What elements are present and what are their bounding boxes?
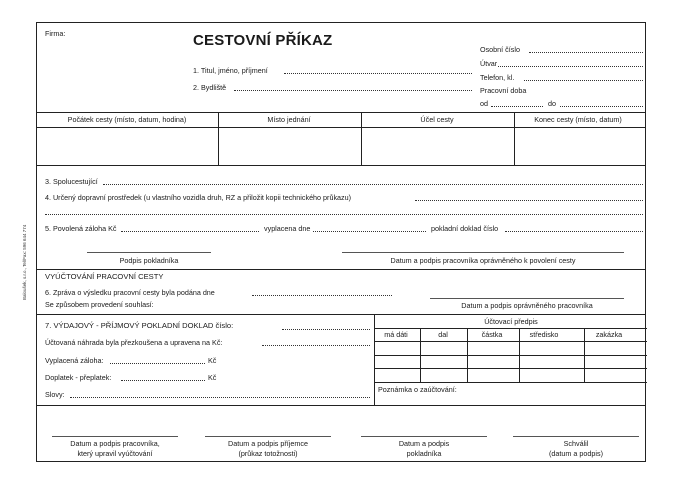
divider: [37, 165, 645, 166]
accounting-title: Účtovací předpis: [484, 317, 538, 326]
cashier-signature-caption: Podpis pokladníka: [119, 256, 179, 265]
work-hours-label: Pracovní doba: [480, 86, 527, 95]
divider: [420, 328, 421, 382]
form-title: CESTOVNÍ PŘÍKAZ: [193, 32, 333, 49]
signature-3-caption-line2: pokladníka: [406, 449, 442, 458]
paid-date-field[interactable]: [313, 231, 426, 232]
paid-date-label: vyplacena dne: [264, 224, 311, 233]
divider: [218, 112, 219, 165]
words-label: Slovy:: [45, 390, 65, 399]
col-amount: částka: [481, 330, 503, 339]
report-date-label: 6. Zpráva o výsledku pracovní cesty byla podána dne: [45, 288, 215, 297]
cash-doc-number-field[interactable]: [282, 329, 370, 330]
divider: [37, 314, 645, 315]
phone-label: Telefon, kl.: [480, 73, 515, 82]
department-field[interactable]: [498, 66, 643, 67]
surcharge-label: Doplatek - přeplatek:: [45, 373, 112, 382]
address-label: 2. Bydliště: [193, 83, 227, 92]
advance-field[interactable]: [121, 231, 259, 232]
settlement-title: VYÚČTOVÁNÍ PRACOVNÍ CESTY: [45, 272, 164, 281]
col-trip-end: Konec cesty (místo, datum): [534, 115, 622, 124]
name-field[interactable]: [284, 73, 472, 74]
surcharge-field[interactable]: [121, 380, 205, 381]
divider: [37, 269, 645, 270]
personal-no-field[interactable]: [529, 52, 643, 53]
checked-label: Účtovaná náhrada byla přezkoušena a upravena na Kč:: [45, 338, 223, 347]
cash-doc-number-label: číslo:: [215, 321, 234, 330]
from-field[interactable]: [491, 106, 543, 107]
divider: [361, 112, 362, 165]
cash-doc-field[interactable]: [505, 231, 643, 232]
to-field[interactable]: [560, 106, 643, 107]
currency-kc-1: Kč: [208, 356, 217, 365]
address-field[interactable]: [234, 90, 472, 91]
col-debit: má dáti: [384, 330, 408, 339]
settlement-signature-caption: Datum a podpis oprávněného pracovníka: [461, 301, 593, 310]
divider: [374, 368, 647, 369]
transport-field[interactable]: [415, 200, 643, 201]
col-trip-start: Počátek cesty (místo, datum, hodina): [67, 115, 187, 124]
divider: [37, 112, 645, 113]
divider: [37, 127, 645, 128]
col-credit: dal: [438, 330, 448, 339]
signature-line: [430, 298, 624, 299]
phone-field[interactable]: [524, 80, 643, 81]
checked-amount-field[interactable]: [262, 345, 370, 346]
divider: [519, 328, 520, 382]
companion-label: 3. Spolucestující: [45, 177, 98, 186]
signature-line: [205, 436, 331, 437]
advance-label: 5. Povolená záloha Kč: [45, 224, 117, 233]
col-meeting-place: Místo jednání: [267, 115, 311, 124]
cash-doc-title-text: 7. VÝDAJOVÝ - PŘÍJMOVÝ POKLADNÍ DOKLAD: [45, 321, 214, 330]
agree-label: Se způsobem provedení souhlasí:: [45, 300, 154, 309]
signature-4-caption-line2: (datum a podpis): [549, 449, 603, 458]
signature-line: [513, 436, 639, 437]
to-label: do: [548, 99, 556, 108]
signature-2-caption-line1: Datum a podpis příjemce: [228, 439, 308, 448]
divider: [467, 328, 468, 382]
signature-line: [361, 436, 487, 437]
transport-field-line2[interactable]: [45, 214, 643, 215]
divider: [374, 341, 647, 342]
words-field[interactable]: [70, 397, 370, 398]
divider: [37, 405, 645, 406]
signature-1-caption-line2: který upravil vyúčtování: [77, 449, 153, 458]
signature-3-caption-line1: Datum a podpis: [398, 439, 450, 448]
divider: [374, 328, 647, 329]
firma-label: Firma:: [45, 29, 66, 38]
accounting-note-label: Poznámka o zaúčtování:: [378, 385, 457, 394]
signature-1-caption-line1: Datum a podpis pracovníka,: [70, 439, 160, 448]
signature-2-caption-line2: (průkaz totožnosti): [238, 449, 298, 458]
publisher-side-text: Baloušek, s.r.o., Tel/Fax: 596 644 774: [22, 224, 27, 300]
signature-line: [342, 252, 624, 253]
report-date-field[interactable]: [252, 295, 392, 296]
authorized-signature-caption: Datum a podpis pracovníka oprávněného k povolení cesty: [390, 256, 576, 265]
col-order: zakázka: [595, 330, 623, 339]
transport-label: 4. Určený dopravní prostředek (u vlastního vozidla druh, RZ a přiložit kopii technického průkazu): [45, 193, 352, 202]
advance-paid-field[interactable]: [110, 363, 205, 364]
col-cost-center: středisko: [529, 330, 559, 339]
from-label: od: [480, 99, 488, 108]
divider: [584, 328, 585, 382]
name-label: 1. Titul, jméno, příjmení: [193, 66, 268, 75]
currency-kc-2: Kč: [208, 373, 217, 382]
cash-doc-title: [45, 322, 233, 330]
signature-line: [52, 436, 178, 437]
personal-no-label: Osobní číslo: [480, 45, 520, 54]
department-label: Útvar: [480, 59, 498, 68]
divider: [514, 112, 515, 165]
advance-paid-label: Vyplacená záloha:: [45, 356, 104, 365]
cash-doc-label: pokladní doklad číslo: [431, 224, 499, 233]
col-trip-purpose: Účel cesty: [420, 115, 454, 124]
signature-4-caption-line1: Schválil: [563, 439, 589, 448]
signature-line: [87, 252, 211, 253]
travel-order-form: [36, 22, 646, 462]
companion-field[interactable]: [103, 184, 643, 185]
divider: [374, 355, 647, 356]
divider: [374, 382, 647, 383]
